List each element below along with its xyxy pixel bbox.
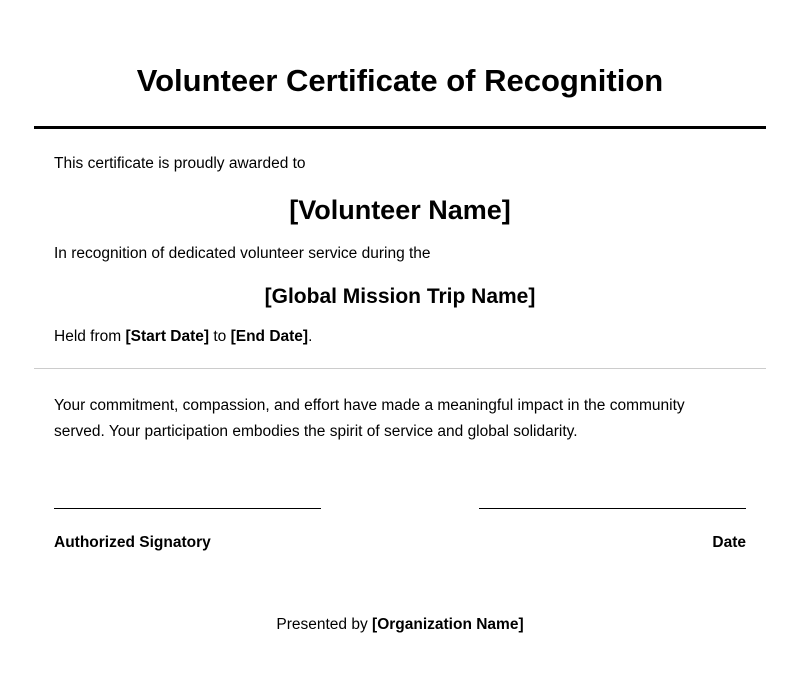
held-prefix: Held from <box>54 328 126 345</box>
section-divider <box>34 368 766 369</box>
presented-prefix: Presented by <box>276 616 373 633</box>
signatory-line <box>54 508 321 509</box>
presented-by-line <box>0 615 800 635</box>
recognition-text: In recognition of dedicated volunteer service during the <box>54 245 431 262</box>
held-dates-line <box>54 327 312 347</box>
end-date: [End Date] <box>230 328 309 345</box>
certificate-title: Volunteer Certificate of Recognition <box>136 63 664 98</box>
title-divider <box>34 126 766 129</box>
volunteer-name: [Volunteer Name] <box>289 195 511 225</box>
awarded-text: This certificate is proudly awarded to <box>54 155 306 172</box>
held-middle: to <box>209 328 231 345</box>
date-line <box>479 508 746 509</box>
organization-name: [Organization Name] <box>372 616 524 633</box>
date-label: Date <box>712 534 746 551</box>
trip-name: [Global Mission Trip Name] <box>264 285 536 308</box>
impact-text: Your commitment, compassion, and effort have made a meaningful impact in the community served. Your participation embodies the spirit of service and global solidarity. <box>54 397 685 440</box>
signatory-label: Authorized Signatory <box>54 534 211 551</box>
held-suffix: . <box>308 328 313 345</box>
start-date: [Start Date] <box>125 328 210 345</box>
